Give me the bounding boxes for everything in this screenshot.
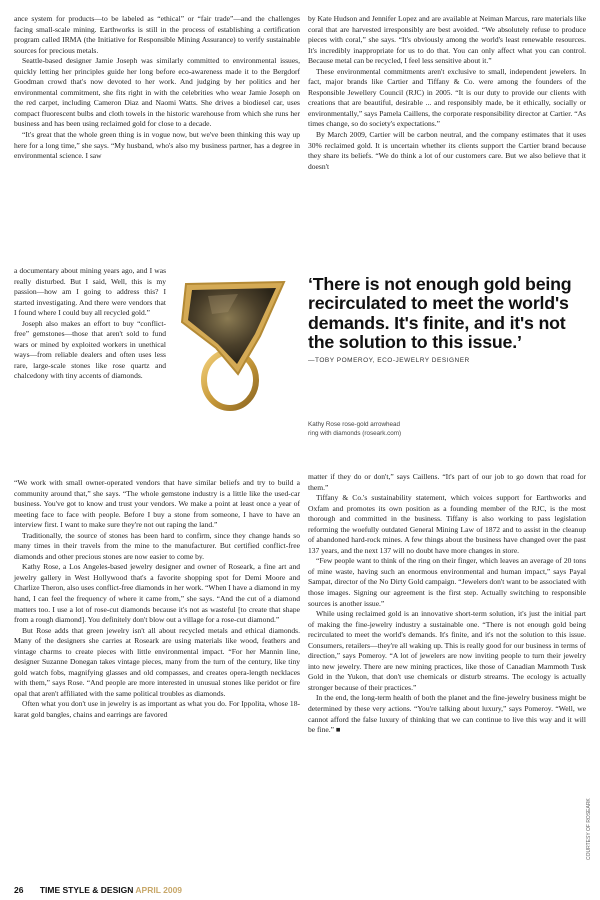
paragraph: ance system for products—to be labeled as “ethical” or “fair trade”—and the challenges facing small-scale mining. Earthworks is still in the process of establishing a certification program called IRMA (the Initiative for Responsible Mining Assurance) to verify sustainable sources for precious metals. <box>14 14 300 55</box>
paragraph: Seattle-based designer Jamie Joseph was similarly committed to environmental issues, quickly letting her principles guide her long before eco-awareness made it to the Bergdorf Goodman crowd that's now devoted to her work. And judging by her politics and her environmental commitment, she fits right in with the celebrities who wear Jamie Joseph on the red carpet, including Cameron Diaz and Naomi Watts. She drives a biodiesel car, uses compact fluorescent bulbs and cloth towels in the historic warehouse from which she runs her business and has been using reclaimed gold for close to a decade. <box>14 56 300 129</box>
paragraph: By March 2009, Cartier will be carbon neutral, and the company estimates that it uses 30% reclaimed gold. It is uncertain whether its clients support the Cartier brand because they share its beliefs. “We do think a lot of our customers care. But we also believe that it doesn't <box>308 130 586 171</box>
paragraph: But Rose adds that green jewelry isn't all about recycled metals and ethical diamonds. Many of the designers she carries at Roseark are using materials like wood, feathers and vintage charms to create pieces with little environmental impact. “For her Mannin line, designer Suzanne Donegan takes vintage pieces, many from the turn of the century, like tiny gold watch fobs, magnifying glasses and old compasses, and creates opera-length necklaces with them,” says Rose. “And people are more interested in unusual stones like peridot or fire opal that aren't affiliated with the same political troubles as diamonds. <box>14 625 300 698</box>
paragraph: “We work with small owner-operated vendors that have similar beliefs and try to build a community around that,” she says. “The whole gemstone industry is a little like the used-car business. You've got to know and trust your vendors. We make a point at least once a year of meeting face to face with people. Before I buy a stone from someone, I have to have an interview first. I want to make sure they're not out raping the land.” <box>14 478 300 530</box>
paragraph: matter if they do or don't,” says Caillens. “It's part of our job to go down that road for them.” <box>308 472 586 492</box>
paragraph: Kathy Rose, a Los Angeles-based jewelry designer and owner of Roseark, a fine art and jewelry gallery in West Hollywood that's a favorite shopping spot for Demi Moore and Charlize Theron, also uses conflict-free diamonds in her work. “When I have a diamond in my hand, I can feel the frequency of where it came from,” she says. “And the cut of a diamond matters too. I use a lot of rose-cut diamonds because it's not as wasteful [to create that shape from a rough diamond]. You definitely don't blow out a village for a rose-cut diamond.” <box>14 562 300 625</box>
paragraph: “Few people want to think of the ring on their finger, which leaves an average of 20 tons of mine waste, having such an enormous environmental and human impact,” says Payal Sampat, director of the No Dirty Gold campaign. “Jewelers don't want to be associated with those images. Signing our agreement is the first step. Actually switching to responsible sources is another issue.” <box>308 556 586 608</box>
article-column-left-bottom <box>14 478 300 721</box>
paragraph: Tiffany & Co.'s sustainability statement, which voices support for Earthworks and Oxfam and promotes its own position as a founding member of the RJC, is the most thorough and committed in the business. Tiffany is also working to pass legislation reforming the woefully outdated General Mining Law of 1872 and to assist in the cleanup of abandoned hard-rock mines. A few things about the business have changed over the past 137 years, and the next 137 will no doubt have more changes in store. <box>308 493 586 555</box>
paragraph: In the end, the long-term health of both the planet and the fine-jewelry business might be determined by these very actions. “You're talking about luxury,” says Pomeroy. “Well, we cannot afford the false luxury of thinking that we can continue to live this way and it will be fine.” ■ <box>308 693 586 735</box>
paragraph: These environmental commitments aren't exclusive to small, independent jewelers. In fact, major brands like Cartier and Tiffany & Co. were among the founders of the Responsible Jewellery Council (RJC) in 2005. “It is our duty to provide our clients with creations that are beautiful, desirable ... and responsibly made, be it ethically, socially or environmentally,” says Pamela Caillens, the corporate responsibility director at Cartier. “As times change, so do society's expectations.” <box>308 66 586 129</box>
magazine-name: TIME STYLE & DESIGN <box>39 885 134 895</box>
paragraph: While using reclaimed gold is an innovative short-term solution, it's just the initial part of making the fine-jewelry industry a sustainable one. “There is not enough gold being recirculated to meet the world's demands. It's finite, and it's not the solution to this issue. Consumers, retailers—they're all waking up. This is really good for our business in terms of direction,” says Pomeroy. “A lot of jewelers are now inviting people to turn their jewelry into new jewelry. There are new mining practices, like those of Canadian Mammoth Tusk Gold in the Yukon, that don't use chemicals or disturb streams. The ecology is actually stronger because of their practices.” <box>308 609 586 692</box>
pull-quote-attribution: —TOBY POMEROY, ECO-JEWELRY DESIGNER <box>308 357 470 365</box>
pull-quote-text: ‘There is not enough gold being recirculated to meet the world's demands. It's finite, and it's not the solution to this issue.’ <box>308 274 572 352</box>
issue-date: APRIL 2009 <box>135 885 183 895</box>
pull-quote <box>308 275 586 364</box>
page-number: 26 <box>14 885 24 895</box>
article-column-left-top <box>14 14 300 162</box>
paragraph: Often what you don't use in jewelry is as important as what you do. For Ippolita, whose 18-karat gold bangles, chains and earrings are favored <box>14 699 300 720</box>
article-column-right-top <box>308 14 586 172</box>
paragraph: Joseph also makes an effort to buy “conflict-free” gemstones—those that aren't sold to fund wars or mined by exploited workers in unethical ways—from reliable dealers and often uses less rare, large-scale stones like rose quartz and chalcedony with tiny accents of diamonds. <box>14 318 166 381</box>
arrowhead-ring-photo <box>168 262 300 414</box>
paragraph: Traditionally, the source of stones has been hard to confirm, since they change hands so many times in their travels from the mine to the manufacturer. But certified conflict-free diamonds and other precious stones are now easier to come by. <box>14 530 300 561</box>
ring-illustration <box>168 262 300 414</box>
photo-caption: Kathy Rose rose-gold arrowhead ring with diamonds (roseark.com) <box>308 421 402 437</box>
photo-credit: COURTESY OF ROSEARK <box>586 798 592 860</box>
page-footer <box>14 885 182 895</box>
paragraph: by Kate Hudson and Jennifer Lopez and are available at Neiman Marcus, rare materials like coral that are harvested irresponsibly are best avoided. “We absolutely refuse to produce pieces with coral,” she says. “It's obviously among the world's least renewable resources. It's incredibly inappropriate for us to do that. You can only affect what you can control. Because metal can be recycled, I feel less sensitive about it.” <box>308 14 586 66</box>
paragraph: a documentary about mining years ago, and I was really disturbed. But I said, Well, this is my passion—how am I going to address this? I started investigating. And there were vendors that I found where I could buy all recycled gold.” <box>14 266 166 318</box>
article-column-right-bottom <box>308 472 586 736</box>
paragraph: “It's great that the whole green thing is in vogue now, but we've been thinking this way up here for a long time,” she says. “My husband, who's also my business partner, has a degree in environmental science. I saw <box>14 130 300 161</box>
article-column-left-narrow <box>14 266 166 382</box>
